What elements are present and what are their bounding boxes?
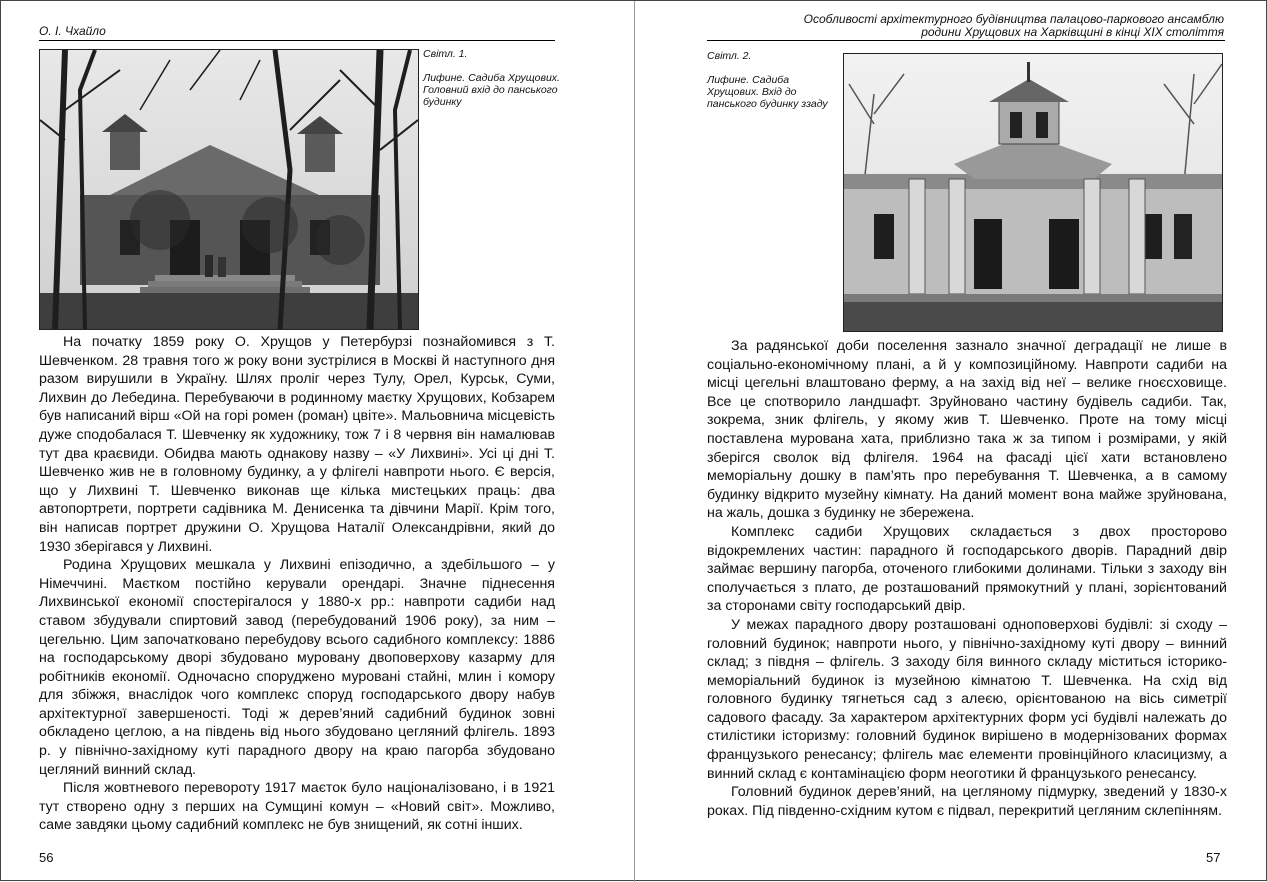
- running-head-line-1: Особливості архітектурного будівництва палацово-паркового ансамблю: [803, 12, 1224, 26]
- running-head-line-2: родини Хрущових на Харківщині в кінці ХІХ століття: [921, 25, 1224, 39]
- paragraph: На початку 1859 року О. Хрущов у Петербурзі познайомився з Т. Шевченком. 28 травня того ж року вони зустрілися в Москві й наступного дня разом вирушили в Україну. Шлях проліг через Тулу, Орел, Курськ, Суми, Лихвин до Лебедина. Перебуваючи в родинному маєтку Хрущових, Кобзарем був написаний вірш «Ой на горі ромен (роман) цвіте». Мальовнича місцевість дуже сподобалася Т. Шевченку як художнику, тож 7 і 8 червня він намалював тут два краєвиди. Обидва мають однакову назву – «У Лихвині». Усі ці дні Т. Шевченко жив не в головному будинку, а у флігелі навпроти нього. Є версія, що у Лихвині Т. Шевченко виконав ще кілька мистецьких праць: два автопортрети, портрети садівника М. Денисенка та дівчини Марії. Крім того, він написав портрет дружини О. Хрущова Наталії Олександрівни, який до 1930 зберігався у Лихвині.: [39, 334, 555, 555]
- page-number-left: 56: [39, 850, 54, 865]
- body-text-left: [39, 333, 555, 835]
- figure-caption-2: [707, 50, 841, 110]
- paragraph: У межах парадного двору розташовані одноповерхові будівлі: зі сходу – головний будинок; навпроти нього, у північно-західному куті двору – винний склад; з півдня – флігель. З заходу біля винного складу міститься історико-меморіальний будинок із музейною кімнатою Т. Шевченка. На схід від головного будинку тягнеться сад з алеєю, орієнтованою на вісь симетрії садового фасаду. За характером архітектурних форм усі будівлі належать до стилістики історизму: головний будинок вирішено в модернізованих формах французького ренесансу; флігель має елементи провінційного класицизму, а винний склад є контамінацією форм неоготики й французького ренесансу.: [707, 616, 1227, 782]
- page-number-right: 57: [1206, 850, 1221, 865]
- running-head-title: [664, 13, 1224, 39]
- figure-caption-text-1: Лифине. Садиба Хрущових. Головний вхід до панського будинку: [423, 72, 560, 108]
- figure-caption-text-2: Лифине. Садиба Хрущових. Вхід до панського будинку ззаду: [707, 74, 828, 110]
- left-page: [1, 1, 634, 882]
- photo-main-entrance: [39, 49, 419, 330]
- photo-rear-entrance-image: [844, 54, 1222, 331]
- body-text-right: [707, 337, 1227, 820]
- paragraph: Родина Хрущових мешкала у Лихвині епізодично, а здебільшого – у Німеччині. Маєтком постійно керували орендарі. Значне піднесення Лихвинської економії спостерігалося у 1880-х рр.: навпроти садиби над ставом збудували спиртовий завод (перебудований 1906 року), за ним – цегельню. Цим започатковано перебудову всього садибного комплексу: 1886 на господарському дворі збудовано муровану двоповерхову казарму для робітників економії. Одночасно споруджено муровані стайні, млин і комору для збіжжя, внаслідок чого комплекс споруд господарського двору набув архітектурної завершеності. Тоді ж дерев’яний садибний будинок зовні обкладено цеглою, а на південь від нього збудовано цегляний флігель. 1893 р. у північно-західному куті парадного двору на краю пагорба збудовано цегляний винний склад.: [39, 557, 555, 778]
- figure-caption-1: [423, 48, 563, 108]
- right-page: [635, 1, 1267, 882]
- paragraph: Комплекс садиби Хрущових складається з двох просторово відокремлених частин: парадного й господарського дворів. Парадний двір займає вершину пагорба, оточеного глибокими долинами. Тільки з заходу він сполучається з плато, де розташований прямокутний у плані, зорієнтований за сторонами світу господарський двір.: [707, 523, 1227, 615]
- photo-rear-entrance: [843, 53, 1223, 332]
- figure-number-1: Світл. 1.: [423, 48, 468, 60]
- paragraph: Після жовтневого перевороту 1917 маєток було націоналізовано, і в 1921 тут створено одну з перших на Сумщині комун – «Новий світ». Можливо, саме завдяки цьому садибний комплекс не був знищений, як сотні інших.: [39, 780, 555, 834]
- figure-number-2: Світл. 2.: [707, 50, 752, 62]
- paragraph: За радянської доби поселення зазнало значної деградації не лише в соціально-економічному плані, а й у композиційному. Навпроти садиби на місці цегельні влаштовано ферму, а на захід від неї – велике гноєсховище. Все це спотворило ландшафт. Зруйновано частину будівель садиби. Так, зокрема, зник флігель, у якому жив Т. Шевченко. Проте на тому місці поставлена мурована хата, приблизно така ж за типом і розмірами, у якій зберігся сволок від флігеля. 1964 на фасаді цієї хати встановлено меморіальну дошку в пам’ять про перебування Т. Шевченка, а в самому будинку відкрито музейну кімнату. На даний момент вона майже зруйнована, на жаль, дошка з будинку не збережена.: [707, 338, 1227, 522]
- paragraph: Головний будинок дерев’яний, на цегляному підмурку, зведений у 1830-х роках. Під південно-східним кутом є підвал, перекритий цегляним склепінням.: [707, 784, 1227, 819]
- running-head-author: О. І. Чхайло: [39, 24, 106, 38]
- header-rule: [39, 40, 555, 41]
- photo-main-entrance-image: [40, 50, 418, 329]
- header-rule: [707, 40, 1225, 41]
